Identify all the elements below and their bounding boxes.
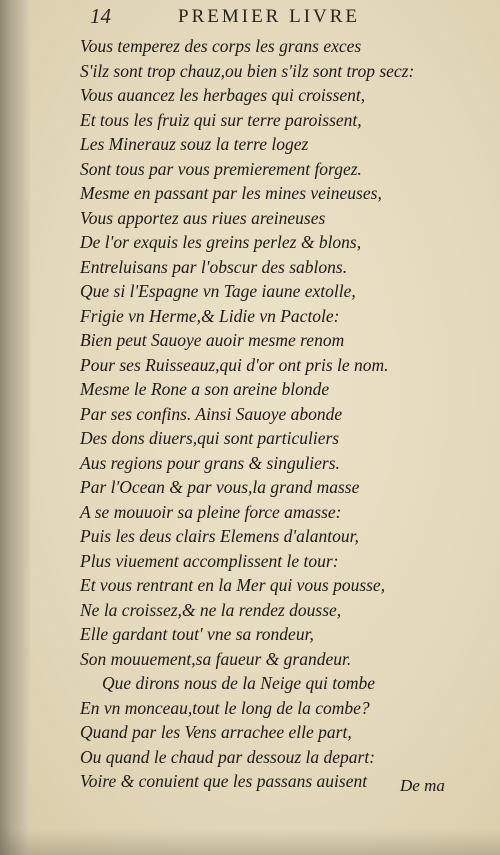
- verse-line: Par l'Ocean & par vous,la grand masse: [80, 477, 360, 497]
- verse-line: En vn monceau,tout le long de la combe?: [80, 697, 370, 718]
- verse-block: [80, 34, 490, 794]
- verse-line: Et tous les fruiz qui sur terre paroissent,: [80, 109, 362, 130]
- verse-line: Sont tous par vous premierement forgez.: [80, 158, 362, 179]
- verse-line: Quand par les Vens arrachee elle part,: [80, 722, 352, 742]
- catchword: De ma: [400, 776, 445, 795]
- verse-line: Vous temperez des corps les grans exces: [80, 36, 362, 56]
- verse-line: Ou quand le chaud par dessouz la depart:: [80, 746, 376, 767]
- verse-line: Pour ses Ruisseauz,qui d'or ont pris le nom.: [80, 354, 389, 375]
- verse-line: Frigie vn Herme,& Lidie vn Pactole:: [80, 305, 340, 326]
- verse-line: De l'or exquis les greins perlez & blons,: [80, 232, 362, 252]
- verse-line: Mesme le Rone a son areine blonde: [80, 379, 330, 399]
- verse-line: A se mouuoir sa pleine force amasse:: [80, 501, 342, 522]
- running-head: [84, 4, 484, 30]
- verse-line: Vous auancez les herbages qui croissent,: [80, 85, 366, 105]
- verse-line: Plus viuement accomplissent le tour:: [80, 550, 339, 571]
- verse-line: Vous apportez aus riues areineuses: [80, 207, 326, 228]
- verse-line: Mesme en passant par les mines veineuses,: [80, 183, 382, 203]
- verse-line: Son mouuement,sa faueur & grandeur.: [80, 648, 352, 669]
- verse-line: Par ses confins. Ainsi Sauoye abonde: [80, 403, 343, 424]
- verse-line: Les Minerauz souz la terre logez: [80, 134, 309, 154]
- verse-line: S'ilz sont trop chauz,ou bien s'ilz sont trop secz:: [80, 60, 415, 81]
- verse-line: Et vous rentrant en la Mer qui vous pousse,: [80, 575, 386, 595]
- verse-line: Bien peut Sauoye auoir mesme renom: [80, 330, 345, 350]
- verse-line: Des dons diuers,qui sont particuliers: [80, 428, 340, 448]
- verse-line-indented: Que dirons nous de la Neige qui tombe: [102, 673, 376, 693]
- page-bottom-shadow: [0, 829, 500, 855]
- verse-line: Aus regions pour grans & singuliers.: [80, 452, 340, 473]
- book-gutter: [0, 0, 30, 855]
- verse-line: Entreluisans par l'obscur des sablons.: [80, 256, 348, 277]
- running-title: PREMIER LIVRE: [178, 6, 361, 27]
- verse-line: Ne la croissez,& ne la rendez dousse,: [80, 599, 342, 620]
- verse-line: Puis les deus clairs Elemens d'alantour,: [80, 526, 359, 546]
- page-number: 14: [90, 4, 111, 28]
- verse-line: Voire & conuient que les passans auisent: [80, 771, 368, 791]
- verse-line: Elle gardant tout' vne sa rondeur,: [80, 624, 314, 644]
- verse-line: Que si l'Espagne vn Tage iaune extolle,: [80, 281, 356, 301]
